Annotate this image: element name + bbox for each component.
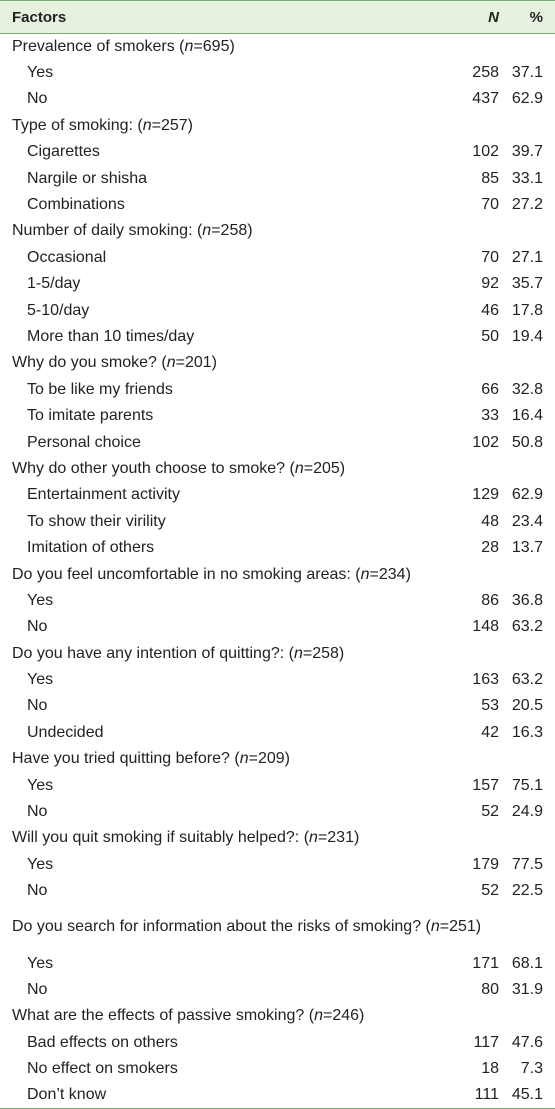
answer-label: Personal choice xyxy=(27,433,141,451)
sample-size-label: n xyxy=(309,829,318,847)
answer-count: 80 xyxy=(481,980,499,998)
question-label xyxy=(0,218,555,244)
answer-label: Yes xyxy=(27,954,54,972)
sample-size-label: n xyxy=(430,918,440,936)
answer-label: To be like my friends xyxy=(27,380,173,398)
answer-percent: 16.4 xyxy=(511,407,543,425)
answer-count: 102 xyxy=(472,433,499,451)
answer-count: 157 xyxy=(472,776,499,794)
sample-size-value: =231) xyxy=(317,829,360,847)
answer-label: Yes xyxy=(27,64,54,82)
answer-row xyxy=(0,852,555,878)
question-label xyxy=(0,113,555,139)
table-header xyxy=(0,1,555,34)
answer-label: No xyxy=(27,980,48,998)
question-text: Do you search for information about the risks of smoking? ( xyxy=(12,918,431,936)
question-text: What are the effects of passive smoking? ( xyxy=(12,1007,315,1025)
sample-size-value: =205) xyxy=(303,459,346,477)
answer-label: Yes xyxy=(27,591,54,609)
answer-percent: 62.9 xyxy=(511,90,543,108)
answer-row xyxy=(0,772,555,798)
answer-label: Occasional xyxy=(27,248,107,266)
header-percent: % xyxy=(529,8,543,26)
answer-row xyxy=(0,693,555,719)
question-row xyxy=(0,113,555,139)
answer-count: 33 xyxy=(481,407,499,425)
sample-size-label: n xyxy=(142,116,152,134)
sample-size-label: n xyxy=(239,750,249,768)
answer-row xyxy=(0,667,555,693)
answer-count: 129 xyxy=(472,486,499,504)
answer-label: 5-10/day xyxy=(27,301,90,319)
answer-row xyxy=(0,324,555,350)
answer-count: 111 xyxy=(474,1086,499,1104)
answer-row xyxy=(0,60,555,86)
answer-row xyxy=(0,1030,555,1056)
question-row xyxy=(0,746,555,772)
answer-row xyxy=(0,878,555,904)
question-text: Do you feel uncomfortable in no smoking areas: ( xyxy=(12,565,361,583)
answer-label: Cigarettes xyxy=(27,143,100,161)
answer-percent: 68.1 xyxy=(511,954,543,972)
question-label xyxy=(0,904,555,950)
sample-size-label: n xyxy=(166,354,176,372)
answer-count: 86 xyxy=(481,591,499,609)
sample-size-value: =201) xyxy=(175,354,218,372)
answer-percent: 50.8 xyxy=(511,433,543,451)
answer-percent: 33.1 xyxy=(511,169,543,187)
answer-count: 66 xyxy=(481,380,499,398)
question-text: Number of daily smoking: ( xyxy=(12,222,203,240)
answer-percent: 22.5 xyxy=(511,882,543,900)
answer-label: 1-5/day xyxy=(27,275,81,293)
question-text: Have you tried quitting before? ( xyxy=(12,750,240,768)
answer-label: Yes xyxy=(27,776,54,794)
answer-percent: 17.8 xyxy=(511,301,543,319)
question-row xyxy=(0,350,555,376)
answer-row xyxy=(0,403,555,429)
answer-label: Combinations xyxy=(27,196,125,214)
answer-label: No effect on smokers xyxy=(27,1060,178,1078)
answer-row xyxy=(0,429,555,455)
question-row xyxy=(0,456,555,482)
answer-percent: 20.5 xyxy=(511,697,543,715)
question-text: Why do you smoke? ( xyxy=(12,354,167,372)
sample-size-label: n xyxy=(314,1007,323,1025)
answer-percent: 62.9 xyxy=(511,486,543,504)
question-text: Will you quit smoking if suitably helped?: ( xyxy=(12,829,310,847)
sample-size-label: n xyxy=(184,37,194,55)
answer-percent: 63.2 xyxy=(511,671,543,689)
answer-row xyxy=(0,297,555,323)
question-label xyxy=(0,350,555,376)
answer-label: Bad effects on others xyxy=(27,1033,178,1051)
answer-count: 92 xyxy=(481,275,499,293)
answer-percent: 39.7 xyxy=(511,143,543,161)
answer-count: 117 xyxy=(473,1033,499,1051)
answer-count: 163 xyxy=(472,671,499,689)
answer-percent: 16.3 xyxy=(511,723,543,741)
header-n: N xyxy=(488,8,499,26)
answer-row xyxy=(0,588,555,614)
question-label xyxy=(0,1003,555,1029)
sample-size-label: n xyxy=(360,565,370,583)
question-row xyxy=(0,640,555,666)
question-text: Do you have any intention of quitting?: ( xyxy=(12,644,294,662)
answer-percent: 45.1 xyxy=(511,1086,543,1104)
answer-row xyxy=(0,139,555,165)
question-label xyxy=(0,640,555,666)
answer-percent: 7.3 xyxy=(520,1060,543,1078)
answer-label: No xyxy=(27,90,48,108)
answer-row xyxy=(0,1056,555,1082)
answer-count: 148 xyxy=(472,618,499,636)
answer-label: To show their virility xyxy=(27,512,166,530)
table-body xyxy=(0,34,555,1109)
answer-percent: 24.9 xyxy=(511,803,543,821)
answer-label: Don’t know xyxy=(27,1086,107,1104)
answer-label: Entertainment activity xyxy=(27,486,180,504)
answer-label: Undecided xyxy=(27,723,104,741)
question-row xyxy=(0,218,555,244)
answer-percent: 47.6 xyxy=(511,1033,543,1051)
question-label xyxy=(0,456,555,482)
sample-size-value: =258) xyxy=(211,222,253,240)
answer-count: 42 xyxy=(481,723,499,741)
answer-count: 18 xyxy=(481,1060,499,1078)
question-label xyxy=(0,561,555,587)
answer-row xyxy=(0,165,555,191)
answer-label: Imitation of others xyxy=(27,539,155,557)
answer-label: Yes xyxy=(27,855,54,873)
answer-count: 52 xyxy=(481,882,499,900)
question-row xyxy=(0,1003,555,1029)
answer-percent: 27.1 xyxy=(511,248,543,266)
sample-size-value: =234) xyxy=(369,565,411,583)
question-text: Prevalence of smokers ( xyxy=(12,37,185,55)
question-row xyxy=(0,561,555,587)
answer-label: Nargile or shisha xyxy=(27,169,148,187)
question-label xyxy=(0,746,555,772)
answer-percent: 63.2 xyxy=(511,618,543,636)
answer-label: More than 10 times/day xyxy=(27,327,195,345)
answer-row xyxy=(0,720,555,746)
sample-size-value: =209) xyxy=(248,750,290,768)
answer-count: 48 xyxy=(481,512,499,530)
answer-count: 437 xyxy=(472,90,499,108)
answer-row xyxy=(0,614,555,640)
answer-count: 258 xyxy=(472,64,499,82)
answer-count: 102 xyxy=(472,143,499,161)
answer-count: 28 xyxy=(481,539,499,557)
answer-percent: 36.8 xyxy=(511,591,543,609)
answer-count: 70 xyxy=(481,196,499,214)
question-row xyxy=(0,825,555,851)
answer-count: 171 xyxy=(472,954,499,972)
answer-row xyxy=(0,245,555,271)
sample-size-label: n xyxy=(293,644,303,662)
answer-count: 70 xyxy=(481,248,499,266)
question-row xyxy=(0,904,555,950)
answer-percent: 23.4 xyxy=(511,512,543,530)
answer-percent: 32.8 xyxy=(511,380,543,398)
sample-size-value: =251) xyxy=(439,918,482,936)
answer-row xyxy=(0,977,555,1003)
answer-percent: 75.1 xyxy=(511,776,543,794)
answer-percent: 31.9 xyxy=(511,980,543,998)
sample-size-value: =257) xyxy=(151,116,193,134)
question-label xyxy=(0,825,555,851)
header-factors: Factors xyxy=(12,8,67,26)
answer-row xyxy=(0,535,555,561)
question-text: Why do other youth choose to smoke? ( xyxy=(12,459,295,477)
sample-size-value: =695) xyxy=(193,37,235,55)
answer-row xyxy=(0,1082,555,1108)
answer-label: No xyxy=(27,803,48,821)
answer-percent: 37.1 xyxy=(511,64,543,82)
answer-count: 46 xyxy=(481,301,499,319)
answer-row xyxy=(0,950,555,976)
answer-row xyxy=(0,482,555,508)
answer-percent: 13.7 xyxy=(511,539,543,557)
answer-count: 85 xyxy=(481,169,499,187)
question-text: Type of smoking: ( xyxy=(12,116,143,134)
answer-label: Yes xyxy=(27,671,54,689)
answer-label: To imitate parents xyxy=(27,407,154,425)
answer-label: No xyxy=(27,697,48,715)
question-row xyxy=(0,34,555,60)
sample-size-value: =246) xyxy=(322,1007,365,1025)
answer-percent: 77.5 xyxy=(511,855,543,873)
sample-size-value: =258) xyxy=(302,644,345,662)
answer-row xyxy=(0,799,555,825)
answer-percent: 27.2 xyxy=(511,196,543,214)
answer-row xyxy=(0,192,555,218)
answer-row xyxy=(0,377,555,403)
answer-row xyxy=(0,86,555,112)
sample-size-label: n xyxy=(294,459,304,477)
answer-row xyxy=(0,509,555,535)
answer-percent: 19.4 xyxy=(511,327,543,345)
answer-count: 53 xyxy=(481,697,499,715)
sample-size-label: n xyxy=(202,222,212,240)
answer-count: 52 xyxy=(481,803,499,821)
answer-percent: 35.7 xyxy=(511,275,543,293)
answer-label: No xyxy=(27,882,48,900)
answer-count: 179 xyxy=(472,855,499,873)
answer-count: 50 xyxy=(481,327,499,345)
question-label xyxy=(0,34,555,60)
answer-label: No xyxy=(27,618,48,636)
answer-row xyxy=(0,271,555,297)
